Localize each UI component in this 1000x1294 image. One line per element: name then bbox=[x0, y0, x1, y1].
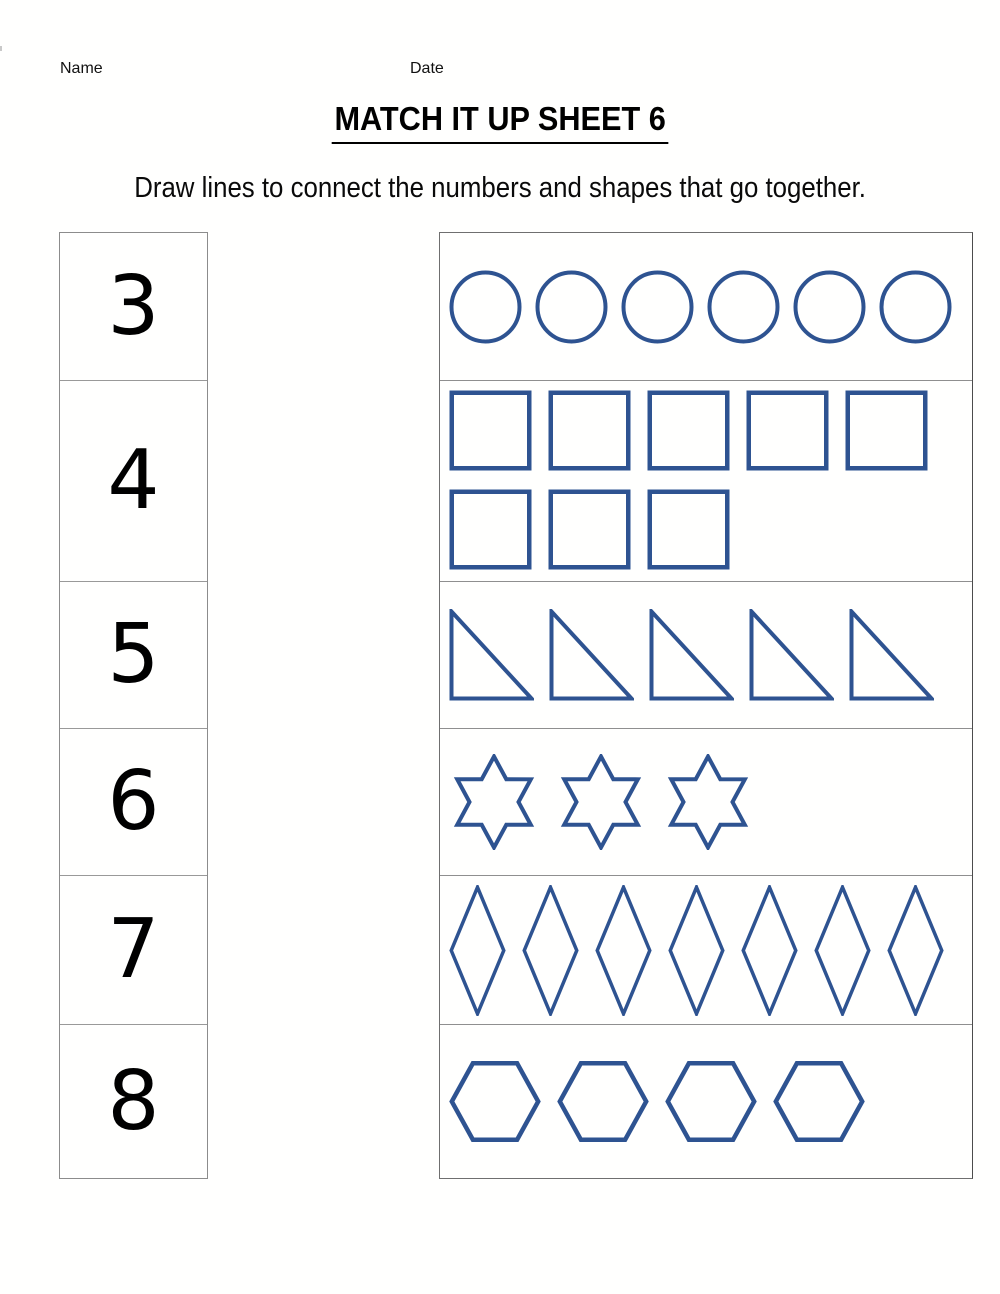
number-label: 8 bbox=[107, 1053, 160, 1149]
circle-shape bbox=[707, 270, 780, 344]
diamond-shape bbox=[595, 885, 652, 1016]
page-title-text: MATCH IT UP SHEET 6 bbox=[332, 100, 669, 144]
shape-row-circles[interactable] bbox=[440, 233, 972, 380]
square-shape bbox=[449, 390, 532, 471]
page-title bbox=[0, 100, 1000, 144]
square-shape bbox=[548, 390, 631, 471]
number-cell-5[interactable] bbox=[60, 581, 207, 728]
star-shape bbox=[449, 754, 539, 850]
instruction-text: Draw lines to connect the numbers and shapes that go together. bbox=[134, 172, 866, 204]
diamond-shape bbox=[887, 885, 944, 1016]
number-label: 4 bbox=[107, 433, 160, 528]
number-label: 7 bbox=[107, 902, 160, 997]
star-shape bbox=[663, 754, 753, 850]
hexagon-shape bbox=[665, 1060, 757, 1143]
triangle-shape bbox=[849, 609, 934, 701]
number-label: 5 bbox=[107, 607, 160, 702]
number-cell-8[interactable] bbox=[60, 1024, 207, 1178]
circle-group bbox=[449, 270, 952, 344]
shape-row-triangles[interactable] bbox=[440, 581, 972, 728]
diamond-group bbox=[449, 885, 944, 1016]
star-group bbox=[449, 754, 753, 850]
square-shape bbox=[647, 489, 730, 570]
diamond-shape bbox=[668, 885, 725, 1016]
triangle-shape bbox=[549, 609, 634, 701]
star-shape bbox=[556, 754, 646, 850]
diamond-shape bbox=[522, 885, 579, 1016]
circle-shape bbox=[879, 270, 952, 344]
square-group bbox=[449, 390, 928, 471]
date-label: Date bbox=[410, 60, 444, 77]
circle-shape bbox=[535, 270, 608, 344]
hexagon-group bbox=[449, 1060, 865, 1143]
square-shape bbox=[845, 390, 928, 471]
numbers-column bbox=[59, 232, 208, 1179]
shapes-panel bbox=[439, 232, 973, 1179]
square-shape bbox=[548, 489, 631, 570]
triangle-shape bbox=[449, 609, 534, 701]
hexagon-shape bbox=[773, 1060, 865, 1143]
number-cell-7[interactable] bbox=[60, 875, 207, 1024]
diamond-shape bbox=[741, 885, 798, 1016]
triangle-group bbox=[449, 609, 934, 701]
shape-row-squares[interactable] bbox=[440, 380, 972, 581]
instruction bbox=[0, 172, 1000, 205]
name-label: Name bbox=[60, 60, 103, 77]
square-shape bbox=[449, 489, 532, 570]
shape-row-hexagons[interactable] bbox=[440, 1024, 972, 1178]
number-cell-6[interactable] bbox=[60, 728, 207, 875]
hexagon-shape bbox=[557, 1060, 649, 1143]
number-label: 3 bbox=[107, 258, 160, 354]
number-cell-3[interactable] bbox=[60, 233, 207, 380]
number-label: 6 bbox=[107, 754, 160, 849]
number-cell-4[interactable] bbox=[60, 380, 207, 581]
triangle-shape bbox=[649, 609, 734, 701]
square-shape bbox=[647, 390, 730, 471]
square-shape bbox=[746, 390, 829, 471]
scan-artifact bbox=[0, 46, 2, 51]
triangle-shape bbox=[749, 609, 834, 701]
shape-row-stars[interactable] bbox=[440, 728, 972, 875]
circle-shape bbox=[449, 270, 522, 344]
diamond-shape bbox=[814, 885, 871, 1016]
circle-shape bbox=[621, 270, 694, 344]
circle-shape bbox=[793, 270, 866, 344]
hexagon-shape bbox=[449, 1060, 541, 1143]
diamond-shape bbox=[449, 885, 506, 1016]
square-group bbox=[449, 489, 730, 570]
shape-row-diamonds[interactable] bbox=[440, 875, 972, 1024]
